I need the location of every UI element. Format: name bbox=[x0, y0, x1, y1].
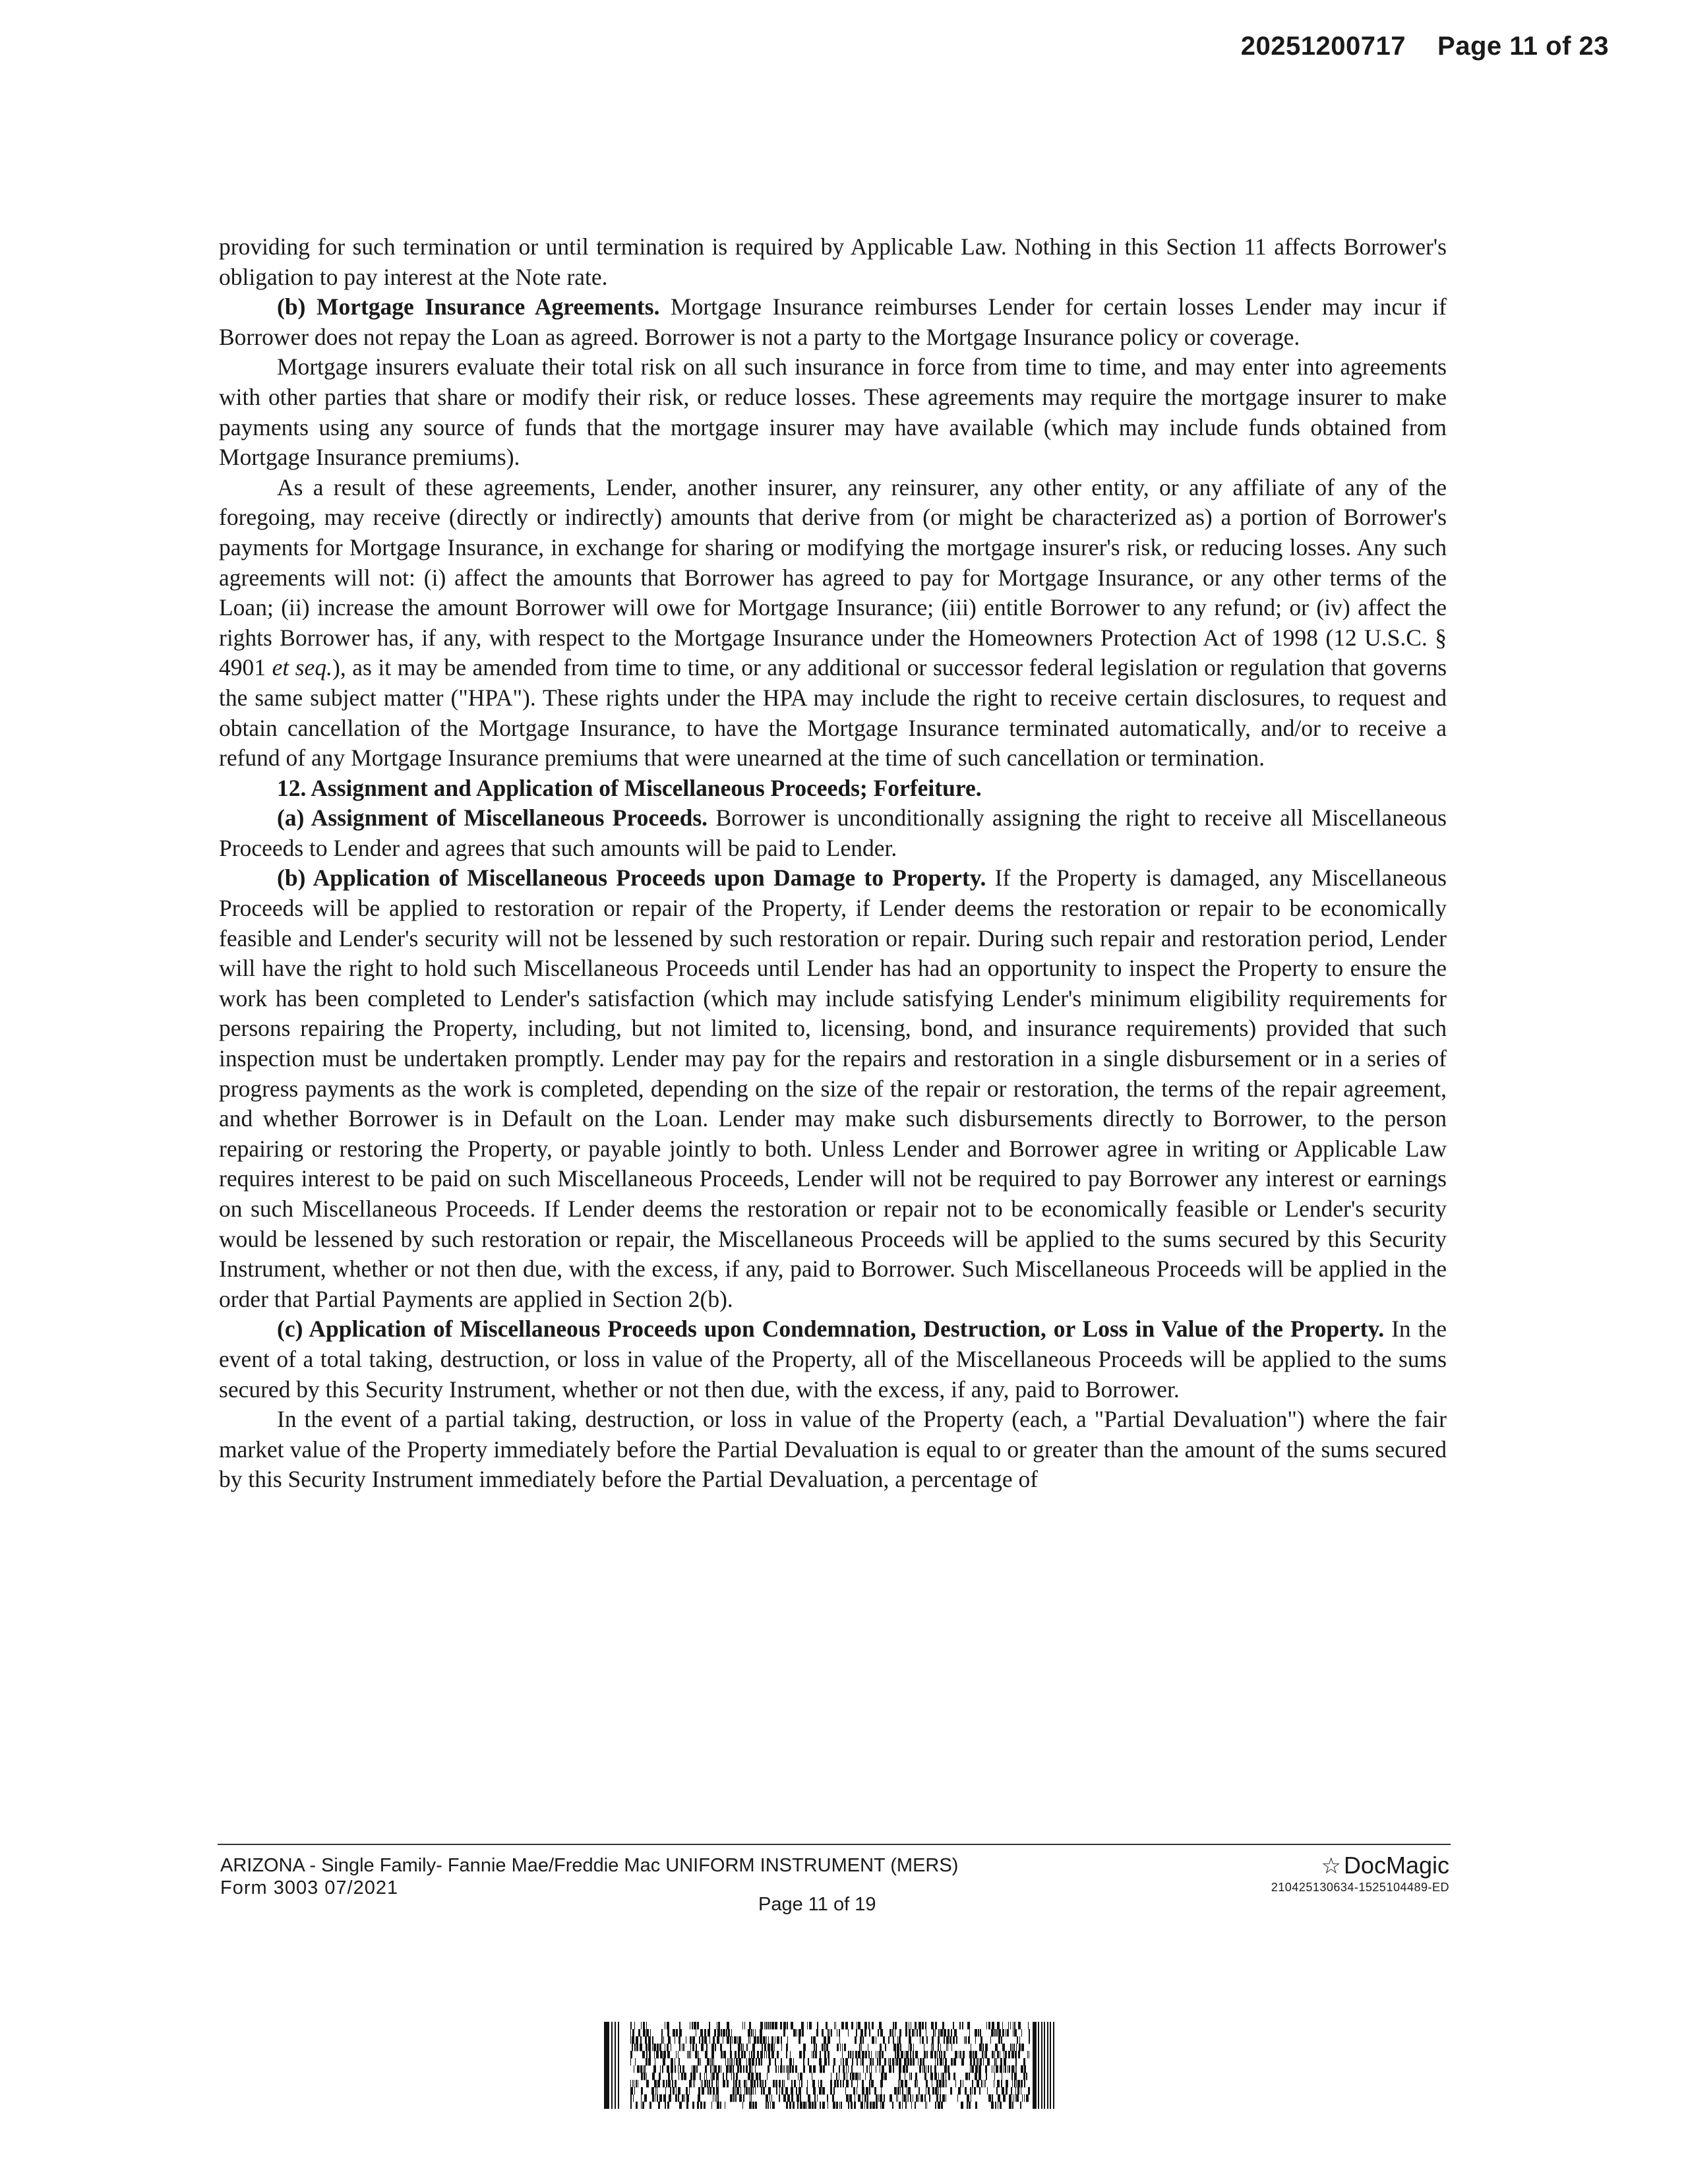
subsection-heading: (c) Application of Miscellaneous Proceeds upon Condemnation, Destruction, or Loss in Value of the Property. bbox=[277, 1316, 1385, 1343]
document-body bbox=[219, 232, 1447, 1495]
brand-code: 210425130634-1525104489-ED bbox=[1271, 1881, 1449, 1894]
paragraph-text: Borrower is unconditionally assigning the right to receive all Miscellaneous Proceeds to Lender and agrees that such amounts will be paid to Lender. bbox=[219, 804, 1447, 861]
subsection-heading: (b) Application of Miscellaneous Proceeds upon Damage to Property. bbox=[277, 864, 986, 892]
form-title: ARIZONA - Single Family- Fannie Mae/Freddie Mac UNIFORM INSTRUMENT (MERS) bbox=[220, 1855, 959, 1876]
paragraph-text: Mortgage Insurance reimburses Lender for certain losses Lender may incur if Borrower does not repay the Loan as agreed. Borrower is not a party to the Mortgage Insurance policy or coverage. bbox=[219, 293, 1447, 350]
italic-citation: et seq. bbox=[272, 654, 332, 681]
paragraph: In the event of a partial taking, destruction, or loss in value of the Property (each, a "Partial Devaluation") where the fair market value of the Property immediately before the Partial Devaluation is equal to or greater than the amount of the sums secured by this Security Instrument immediately before the Partial Devaluation, a percentage of bbox=[219, 1406, 1447, 1493]
section-heading-text: 12. Assignment and Application of Miscellaneous Proceeds; Forfeiture. bbox=[277, 774, 982, 801]
paragraph: providing for such termination or until termination is required by Applicable Law. Nothing in this Section 11 affects Borrower's obligation to pay interest at the Note rate. bbox=[219, 233, 1447, 290]
paragraph-text: In the event of a total taking, destruction, or loss in value of the Property, all of the Miscellaneous Proceeds will be applied to the sums secured by this Security Instrument, whether or not then due, with the excess, if any, paid to Borrower. bbox=[219, 1316, 1447, 1403]
footer-divider bbox=[218, 1844, 1451, 1845]
subsection-heading: (b) Mortgage Insurance Agreements. bbox=[277, 293, 660, 320]
docmagic-brand bbox=[1271, 1852, 1449, 1895]
subsection-heading: (a) Assignment of Miscellaneous Proceeds. bbox=[277, 804, 708, 832]
document-number: 20251200717 bbox=[1240, 32, 1406, 61]
page-number: Page 11 of 19 bbox=[758, 1894, 876, 1915]
brand-name: DocMagic bbox=[1343, 1852, 1449, 1879]
paragraph: Mortgage insurers evaluate their total risk on all such insurance in force from time to time, and may enter into agreements with other parties that share or modify their risk, or reduce losses. These agreements may require the mortgage insurer to make payments using any source of funds that the mortgage insurer may have available (which may include funds obtained from Mortgage Insurance premiums). bbox=[219, 353, 1447, 471]
paragraph bbox=[219, 803, 1447, 863]
star-icon: ☆ bbox=[1321, 1854, 1341, 1879]
form-number: Form 3003 07/2021 bbox=[220, 1877, 399, 1898]
paragraph-text: If the Property is damaged, any Miscellaneous Proceeds will be applied to restoration or repair of the Property, if Lender deems the restoration or repair to be economically feasible and Lender's security will not be lessened by such restoration or repair. During such repair and restoration period, Lender will have the right to hold such Miscellaneous Proceeds until Lender has had an opportunity to inspect the Property to ensure the work has been completed to Lender's satisfaction (which may include satisfying Lender's minimum eligibility requirements for persons repairing the Property, including, but not limited to, licensing, bond, and insurance requirements) provided that such inspection must be undertaken promptly. Lender may pay for the repairs and restoration in a single disbursement or in a series of progress payments as the work is completed, depending on the size of the repair or restoration, the terms of the repair agreement, and whether Borrower is in Default on the Loan. Lender may make such disbursements directly to Borrower, to the person repairing or restoring the Property, or payable jointly to both. Unless Lender and Borrower agree in writing or Applicable Law requires interest to be paid on such Miscellaneous Proceeds, Lender will not be required to pay Borrower any interest or earnings on such Miscellaneous Proceeds. If Lender deems the restoration or repair not to be economically feasible or Lender's security would be lessened by such restoration or repair, the Miscellaneous Proceeds will be applied to the sums secured by this Security Instrument, whether or not then due, with the excess, if any, paid to Borrower. Such Miscellaneous Proceeds will be applied in the order that Partial Payments are applied in Section 2(b). bbox=[219, 864, 1447, 1312]
recording-stamp bbox=[1241, 32, 1609, 61]
recording-page-label: Page 11 of 23 bbox=[1437, 32, 1609, 61]
barcode-icon bbox=[604, 2022, 1059, 2109]
paragraph bbox=[219, 473, 1447, 774]
brand-logo bbox=[1271, 1852, 1449, 1879]
paragraph bbox=[219, 863, 1447, 1314]
paragraph bbox=[219, 1314, 1447, 1405]
paragraph-text: ), as it may be amended from time to time, or any additional or successor federal legislation or regulation that governs the same subject matter ("HPA"). These rights under the HPA may include the right to receive certain disclosures, to request and obtain cancellation of the Mortgage Insurance, to have the Mortgage Insurance terminated automatically, and/or to receive a refund of any Mortgage Insurance premiums that were unearned at the time of such cancellation or termination. bbox=[219, 654, 1447, 772]
paragraph bbox=[219, 292, 1447, 352]
form-identifier bbox=[220, 1854, 958, 1899]
paragraph-text: As a result of these agreements, Lender, another insurer, any reinsurer, any other entity, or any affiliate of any of the foregoing, may receive (directly or indirectly) amounts that derive from (or might be characterized as) a portion of Borrower's payments for Mortgage Insurance, in exchange for sharing or modifying the mortgage insurer's risk, or reducing losses. Any such agreements will not: (i) affect the amounts that Borrower has agreed to pay for Mortgage Insurance, or any other terms of the Loan; (ii) increase the amount Borrower will owe for Mortgage Insurance; (iii) entitle Borrower to any refund; or (iv) affect the rights Borrower has, if any, with respect to the Mortgage Insurance under the Homeowners Protection Act of 1998 (12 U.S.C. § 4901 bbox=[219, 473, 1447, 681]
section-heading bbox=[219, 774, 1447, 804]
